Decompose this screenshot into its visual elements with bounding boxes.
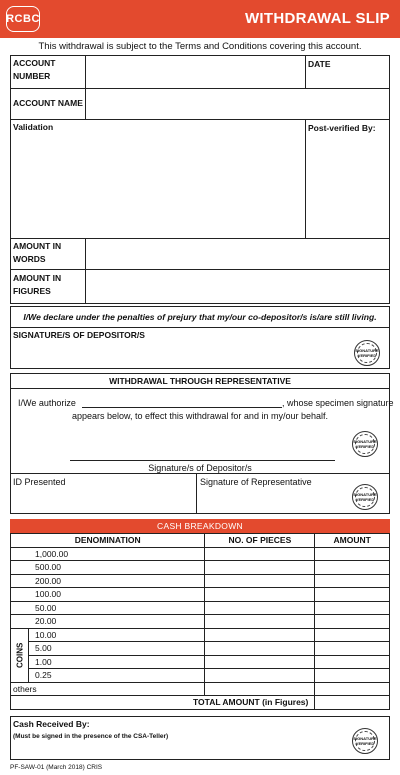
- representative-title: WITHDRAWAL THROUGH REPRESENTATIVE: [109, 376, 291, 386]
- amount-cell[interactable]: [315, 601, 390, 615]
- amount-cell[interactable]: [315, 628, 390, 642]
- signature-verified-stamp-icon: SIGNATURE VERIFIED: [352, 728, 378, 754]
- id-presented-label: ID Presented: [13, 477, 66, 487]
- signature-verified-stamp-icon: SIGNATURE VERIFIED: [352, 484, 378, 510]
- post-verified-area: [305, 119, 390, 239]
- representative-signature-label: Signature of Representative: [200, 477, 312, 487]
- pieces-cell[interactable]: [205, 574, 315, 588]
- table-row: [11, 669, 390, 683]
- pieces-cell[interactable]: [205, 669, 315, 683]
- denomination-cell: 20.00: [11, 615, 205, 629]
- table-row: [11, 642, 390, 656]
- amount-cell[interactable]: [315, 615, 390, 629]
- representative-title-rule: [10, 388, 390, 389]
- pieces-header: NO. OF PIECES: [205, 534, 315, 548]
- denomination-cell: 50.00: [11, 601, 205, 615]
- cash-breakdown-title: CASH BREAKDOWN: [10, 519, 390, 533]
- signature-verified-stamp-icon: SIGNATURE VERIFIED: [352, 431, 378, 457]
- authorize-text-end: , whose specimen signature: [282, 398, 394, 408]
- declaration-text: I/We declare under the penalties of prejury that my/our co-depositor/s is/are still living.: [23, 312, 377, 322]
- date-label: DATE: [308, 59, 331, 69]
- amount-words-label: AMOUNT IN WORDS: [13, 241, 62, 264]
- pieces-cell[interactable]: [205, 561, 315, 575]
- table-row: [11, 601, 390, 615]
- table-row: [11, 547, 390, 561]
- amount-cell[interactable]: [315, 669, 390, 683]
- account-name-divider: [85, 88, 86, 120]
- account-number-label: ACCOUNT NUMBER: [13, 58, 56, 81]
- table-row: [11, 574, 390, 588]
- amount-cell[interactable]: [315, 574, 390, 588]
- signature-verified-stamp-icon: SIGNATURE VERIFIED: [354, 340, 380, 366]
- cash-received-label: Cash Received By:: [13, 719, 90, 729]
- pieces-cell[interactable]: [205, 682, 315, 696]
- amount-cell[interactable]: [315, 682, 390, 696]
- pieces-cell[interactable]: [205, 628, 315, 642]
- amount-cell[interactable]: [315, 642, 390, 656]
- depositor-signature-line[interactable]: [70, 460, 335, 461]
- form-code: PF-SAW-01 (March 2018) CRIS: [10, 764, 103, 771]
- table-row: [11, 615, 390, 629]
- denomination-cell: 100.00: [11, 588, 205, 602]
- denomination-header: DENOMINATION: [11, 534, 205, 548]
- amount-cell[interactable]: [315, 561, 390, 575]
- terms-notice: This withdrawal is subject to the Terms and Conditions covering this account.: [38, 41, 362, 52]
- cash-received-note: (Must be signed in the presence of the CSA-Teller): [13, 733, 169, 740]
- page-title: WITHDRAWAL SLIP: [244, 10, 390, 27]
- amount-cell[interactable]: [315, 588, 390, 602]
- amount-cell[interactable]: [315, 655, 390, 669]
- post-verified-label: Post-verified By:: [308, 123, 376, 133]
- header-bar: [0, 0, 400, 38]
- depositor-signature-caption: Signature/s of Depositor/s: [148, 463, 252, 473]
- total-amount-cell[interactable]: [315, 696, 390, 710]
- pieces-cell[interactable]: [205, 642, 315, 656]
- denomination-cell: 0.25: [29, 669, 205, 683]
- representative-name-line[interactable]: [82, 407, 282, 408]
- table-row: [11, 628, 390, 642]
- cash-breakdown-table: [10, 533, 390, 710]
- denomination-cell: 10.00: [29, 628, 205, 642]
- table-row: [11, 655, 390, 669]
- depositor-signature-label: SIGNATURE/S OF DEPOSITOR/S: [13, 330, 145, 340]
- amount-figures-label: AMOUNT IN FIGURES: [13, 273, 62, 296]
- rcbc-logo: RCBC: [6, 6, 40, 32]
- authorize-text-start: I/We authorize: [18, 398, 76, 408]
- pieces-cell[interactable]: [205, 588, 315, 602]
- others-cell: others: [11, 682, 205, 696]
- pieces-cell[interactable]: [205, 601, 315, 615]
- amount-figures-divider: [85, 269, 86, 304]
- amount-cell[interactable]: [315, 547, 390, 561]
- account-name-label: ACCOUNT NAME: [13, 98, 83, 108]
- authorize-text-line2: appears below, to effect this withdrawal for and in my/our behalf.: [72, 411, 328, 421]
- amount-words-divider: [85, 238, 86, 270]
- pieces-cell[interactable]: [205, 547, 315, 561]
- denomination-cell: 500.00: [11, 561, 205, 575]
- table-row: [11, 682, 390, 696]
- validation-label: Validation: [13, 122, 54, 132]
- denomination-cell: 1.00: [29, 655, 205, 669]
- pieces-cell[interactable]: [205, 615, 315, 629]
- denomination-cell: 5.00: [29, 642, 205, 656]
- account-number-divider: [85, 55, 86, 89]
- amount-header: AMOUNT: [315, 534, 390, 548]
- pieces-cell[interactable]: [205, 655, 315, 669]
- table-row: [11, 696, 390, 710]
- denomination-cell: 200.00: [11, 574, 205, 588]
- table-row: [11, 561, 390, 575]
- coins-label: COINS: [11, 628, 29, 682]
- table-row: [11, 588, 390, 602]
- denomination-cell: 1,000.00: [11, 547, 205, 561]
- total-amount-label: TOTAL AMOUNT (in Figures): [11, 696, 315, 710]
